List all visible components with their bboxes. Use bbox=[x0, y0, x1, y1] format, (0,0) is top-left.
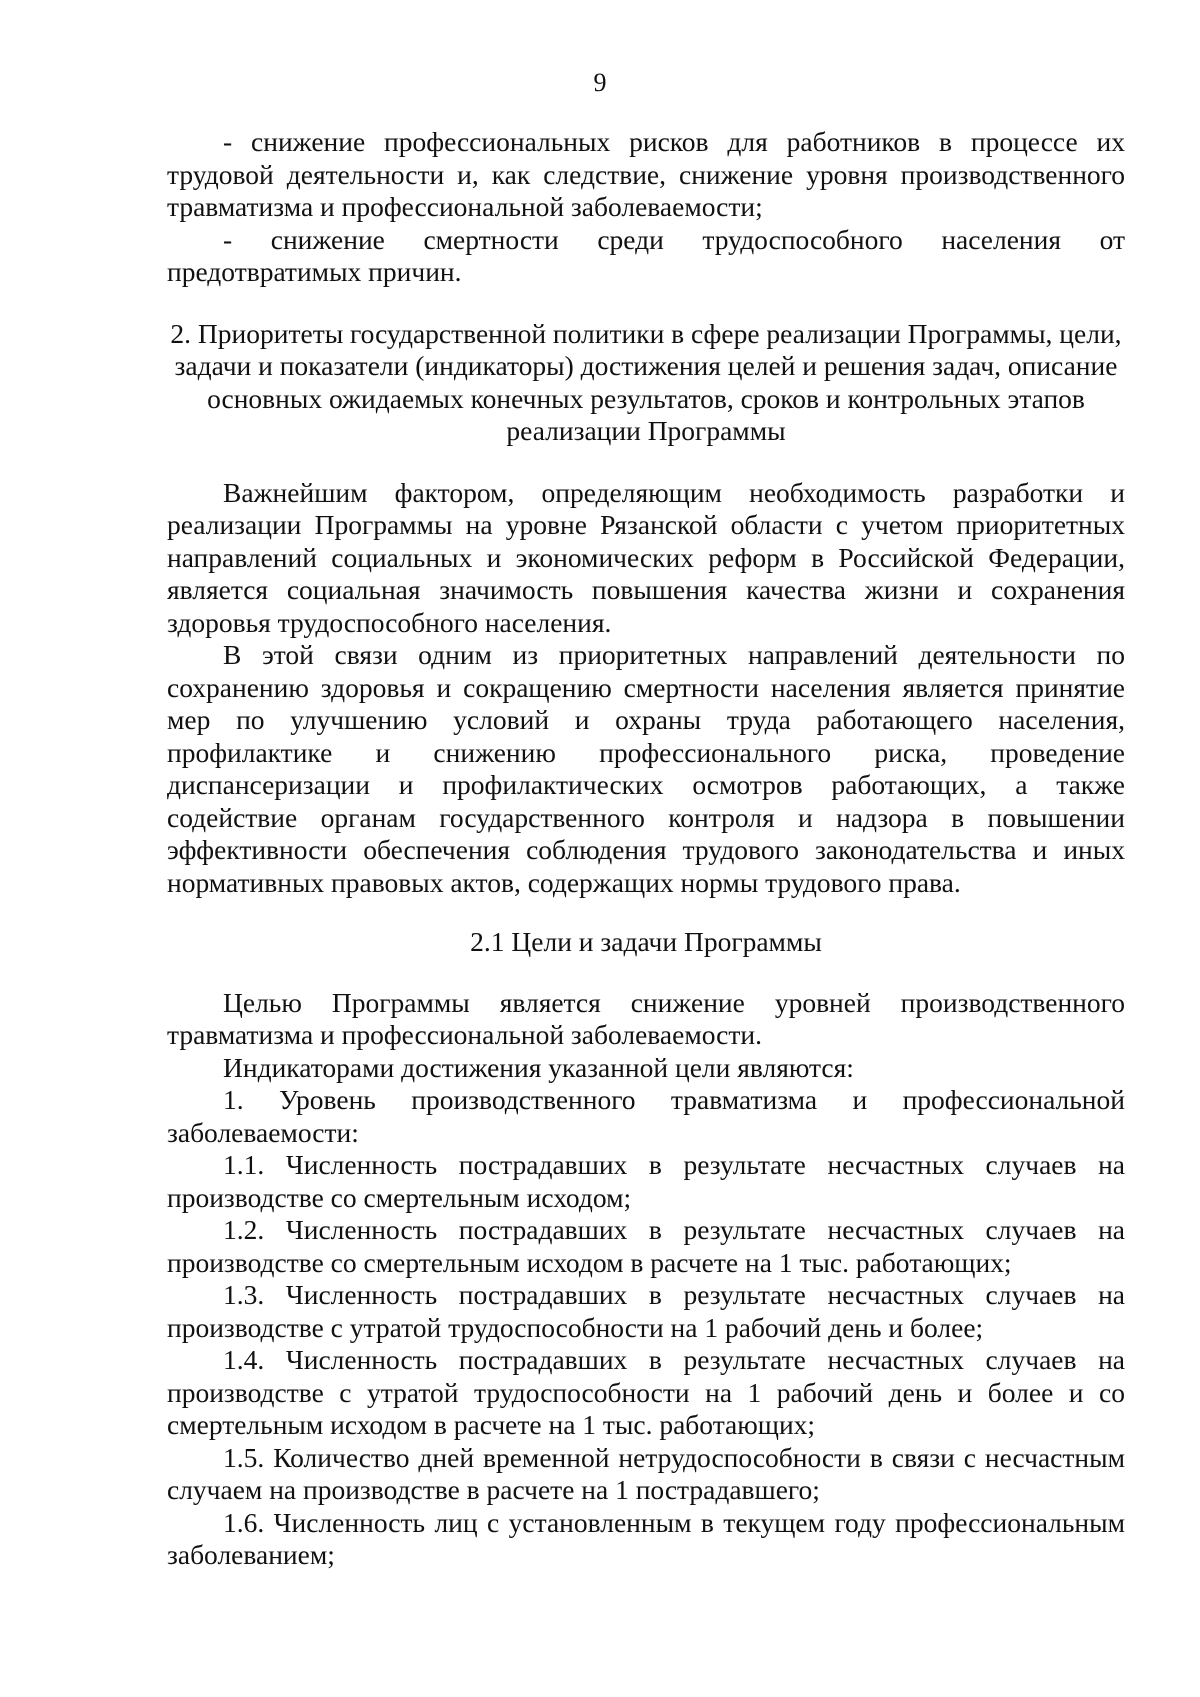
indicator-item: 1.5. Количество дней временной нетрудоспособности в связи с несчастным случаем на производстве в расчете на 1 пострадавшего; bbox=[167, 1441, 1125, 1505]
document-body bbox=[167, 126, 1125, 1572]
subsection-heading: 2.1 Цели и задачи Программы bbox=[470, 926, 822, 957]
body-paragraph: В этой связи одним из приоритетных направлений деятельности по сохранению здоровья и сокращению смертности населения является принятие мер по улучшению условий и охраны труда работающего населения, профилактике и снижению профессионального риска, проведение диспансеризации и профилактических осмотров работающих, а также содействие органам государственного контроля и надзора в повышении эффективности обеспечения соблюдения трудового законодательства и иных нормативных правовых актов, содержащих нормы трудового права. bbox=[167, 639, 1125, 898]
indicators-intro: Индикаторами достижения указанной цели являются: bbox=[223, 1051, 854, 1083]
section-heading: 2. Приоритеты государственной политики в сфере реализации Программы, цели, задачи и показатели (индикаторы) достижения целей и решения задач, описание основных ожидаемых конечных результатов, сроков и контрольных этапов реализации Программы bbox=[170, 317, 1122, 446]
bullet-paragraph: - снижение профессиональных рисков для работников в процессе их трудовой деятельности и, как следствие, снижение уровня производственного травматизма и профессиональной заболеваемости; bbox=[167, 126, 1125, 222]
indicator-item: 1.1. Численность пострадавших в результате несчастных случаев на производстве со смертельным исходом; bbox=[167, 1149, 1125, 1213]
indicator-item: 1.3. Численность пострадавших в результате несчастных случаев на производстве с утратой трудоспособности на 1 рабочий день и более; bbox=[167, 1279, 1125, 1343]
indicator-item: 1.2. Численность пострадавших в результате несчастных случаев на производстве со смертельным исходом в расчете на 1 тыс. работающих; bbox=[167, 1214, 1125, 1278]
bullet-paragraph: - снижение смертности среди трудоспособного населения от предотвратимых причин. bbox=[167, 223, 1125, 287]
indicator-item: 1.4. Численность пострадавших в результате несчастных случаев на производстве с утратой трудоспособности на 1 рабочий день и более и со смертельным исходом в расчете на 1 тыс. работающих; bbox=[167, 1344, 1125, 1440]
page-number: 9 bbox=[593, 68, 607, 97]
indicator-item: 1.6. Численность лиц с установленным в текущем году профессиональным заболеванием; bbox=[167, 1506, 1125, 1570]
indicator-item: 1. Уровень производственного травматизма и профессиональной заболеваемости: bbox=[167, 1084, 1125, 1148]
goal-paragraph: Целью Программы является снижение уровней производственного травматизма и профессиональной заболеваемости. bbox=[167, 986, 1125, 1050]
body-paragraph: Важнейшим фактором, определяющим необходимость разработки и реализации Программы на уровне Рязанской области с учетом приоритетных направлений социальных и экономических реформ в Российской Федерации, является социальная значимость повышения качества жизни и сохранения здоровья трудоспособного населения. bbox=[167, 476, 1125, 638]
